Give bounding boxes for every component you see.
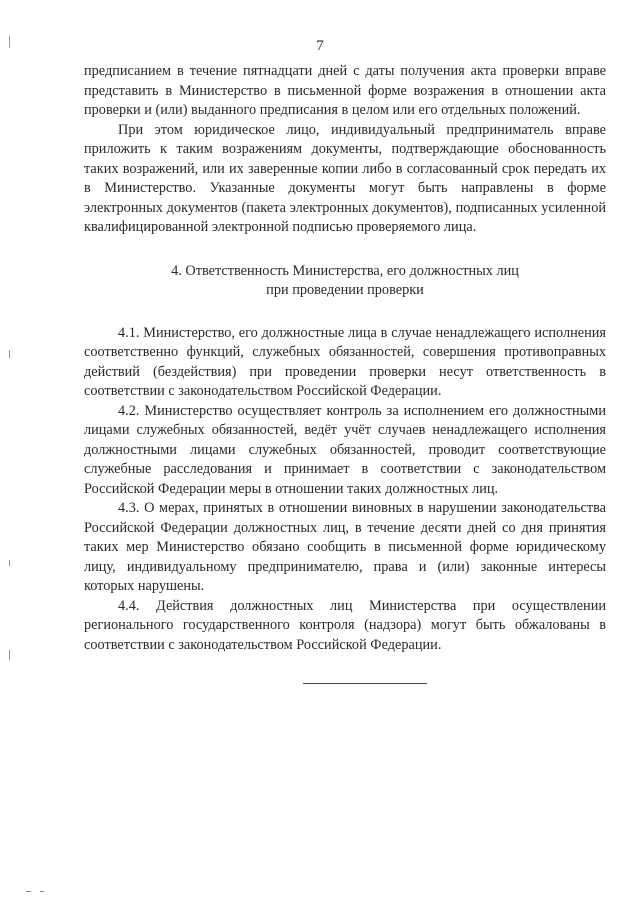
page-number: 7 xyxy=(316,38,324,54)
scan-margin-mark xyxy=(40,891,44,892)
clause-4-3: 4.3. О мерах, принятых в отношении виновных в нарушении законодательства Российской Федерации должностных лиц, в течение десяти дней со дня принятия таких мер Министерство обязано сообщить в письменной форме юридическому лицу, индивидуальному предпринимателю, права и (или) законные интересы которых нарушены. xyxy=(84,500,606,594)
clause-4-2: 4.2. Министерство осуществляет контроль за исполнением его должностными лицами служебных обязанностей, ведёт учёт случаев ненадлежащего исполнения должностными лицами служебных обязанностей, проводит соответствующие служебные расследования и принимает в соответствии с законодательством Российской Федерации меры в отношении таких должностных лиц. xyxy=(84,402,606,497)
scan-margin-mark xyxy=(9,650,10,660)
scan-margin-mark xyxy=(9,350,10,358)
clause-4-1: 4.1. Министерство, его должностные лица в случае ненадлежащего исполнения соответственно функций, служебных обязанностей, совершения противоправных действий (бездействия) при проведении проверки несут ответственность в соответствии с законодательством Российской Федерации. xyxy=(84,324,606,399)
scan-margin-mark xyxy=(26,891,31,892)
scan-margin-mark xyxy=(9,560,10,566)
document-body xyxy=(84,62,606,655)
paragraph-continuation: предписанием в течение пятнадцати дней с даты получения акта проверки вправе представить в Министерство в письменной форме возражения в отношении акта проверки и (или) выданного предписания в целом или его отдельных положений. xyxy=(84,63,606,118)
end-of-document-rule xyxy=(303,683,427,684)
section-4-heading-line-1: 4. Ответственность Министерства, его должностных лиц xyxy=(171,262,519,279)
clause-4-4: 4.4. Действия должностных лиц Министерства при осуществлении регионального государственного контроля (надзора) могут быть обжалованы в соответствии с законодательством Российской Федерации. xyxy=(84,597,606,653)
scan-margin-mark xyxy=(9,36,10,48)
paragraph-objections-documents: При этом юридическое лицо, индивидуальный предприниматель вправе приложить к таким возражениям документы, подтверждающие обоснованность таких возражений, или их заверенные копии либо в согласованный срок передать их в Министерство. Указанные документы могут быть направлены в форме электронных документов (пакета электронных документов), подписанных усиленной квалифицированной электронной подписью проверяемого лица. xyxy=(84,121,606,235)
section-4-heading-line-2: при проведении проверки xyxy=(266,282,424,298)
section-4-heading xyxy=(84,262,606,301)
